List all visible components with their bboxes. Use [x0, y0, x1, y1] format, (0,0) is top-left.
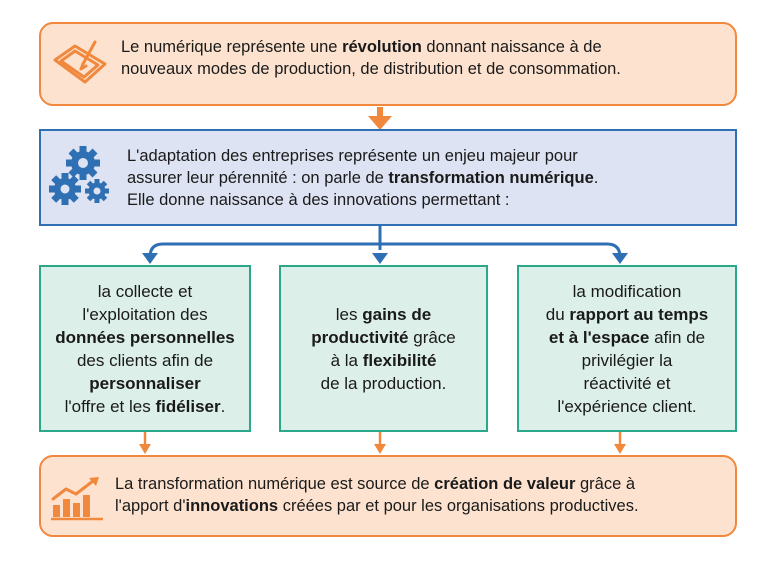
left-text-1: la collecte et	[97, 281, 193, 301]
center-text-5: à la	[330, 350, 363, 370]
bottom-text-2a: l'apport d'	[115, 497, 186, 515]
center-text-3: productivité	[311, 327, 409, 347]
arrow-to-center	[372, 253, 388, 264]
gears-icon	[47, 145, 113, 215]
bottom-text-2c: créées par et pour les organisations productives.	[278, 497, 639, 515]
bottom-box	[39, 455, 737, 537]
right-text-3: rapport au temps	[569, 304, 709, 324]
middle-text-3: Elle donne naissance à des innovations permettant :	[127, 191, 510, 209]
center-text-6: flexibilité	[362, 350, 437, 370]
right-text-7: réactivité et	[583, 373, 671, 393]
middle-text-2a: assurer leur pérennité : on parle de	[127, 169, 389, 187]
left-text-4: des clients afin de	[76, 350, 214, 370]
bottom-text-1b: création de valeur	[434, 475, 576, 493]
bottom-text-2b: innovations	[185, 497, 279, 515]
arrow-to-left	[142, 253, 158, 264]
right-text-8: l'expérience client.	[557, 396, 697, 416]
arrow-left-bottom	[139, 444, 151, 454]
top-text-1c: donnant naissance à de	[421, 38, 602, 56]
arrow-to-right	[612, 253, 628, 264]
top-box	[39, 22, 737, 106]
top-text-1b: révolution	[342, 38, 422, 56]
left-text-3: données personnelles	[55, 327, 235, 347]
arrow-center-bottom	[374, 444, 386, 454]
right-text-2: du	[545, 304, 570, 324]
right-text-4: et à l'espace	[548, 327, 650, 347]
center-text-7: de la production.	[320, 373, 447, 393]
center-text-2: gains de	[362, 304, 432, 324]
bottom-text-1c: grâce à	[575, 475, 636, 493]
middle-text-1: L'adaptation des entreprises représente un enjeu majeur pour	[127, 147, 578, 165]
tablet-stylus-icon	[49, 38, 111, 88]
right-text-5: afin de	[649, 327, 706, 347]
center-box	[279, 265, 488, 432]
arrow-right-bottom	[614, 444, 626, 454]
right-text-1: la modification	[572, 281, 682, 301]
middle-box	[39, 129, 737, 226]
connector-middle-split	[150, 226, 620, 257]
right-text-6: privilégier la	[581, 350, 673, 370]
left-text-6: l'offre et les	[64, 396, 156, 416]
left-text-8: .	[220, 396, 226, 416]
top-text-1a: Le numérique représente une	[121, 38, 343, 56]
growth-chart-icon	[49, 475, 107, 521]
left-text-2: l'exploitation des	[82, 304, 208, 324]
left-text-5: personnaliser	[89, 373, 201, 393]
arrow-top-middle	[368, 116, 392, 130]
middle-text-2b: transformation numérique	[388, 169, 594, 187]
top-text-2: nouveaux modes de production, de distribution et de consommation.	[121, 60, 621, 78]
center-text-4: grâce	[408, 327, 456, 347]
center-text-1: les	[335, 304, 363, 324]
middle-text-2c: .	[593, 169, 599, 187]
right-box	[517, 265, 737, 432]
left-box	[39, 265, 251, 432]
left-text-7: fidéliser	[155, 396, 221, 416]
bottom-text-1a: La transformation numérique est source de	[115, 475, 435, 493]
